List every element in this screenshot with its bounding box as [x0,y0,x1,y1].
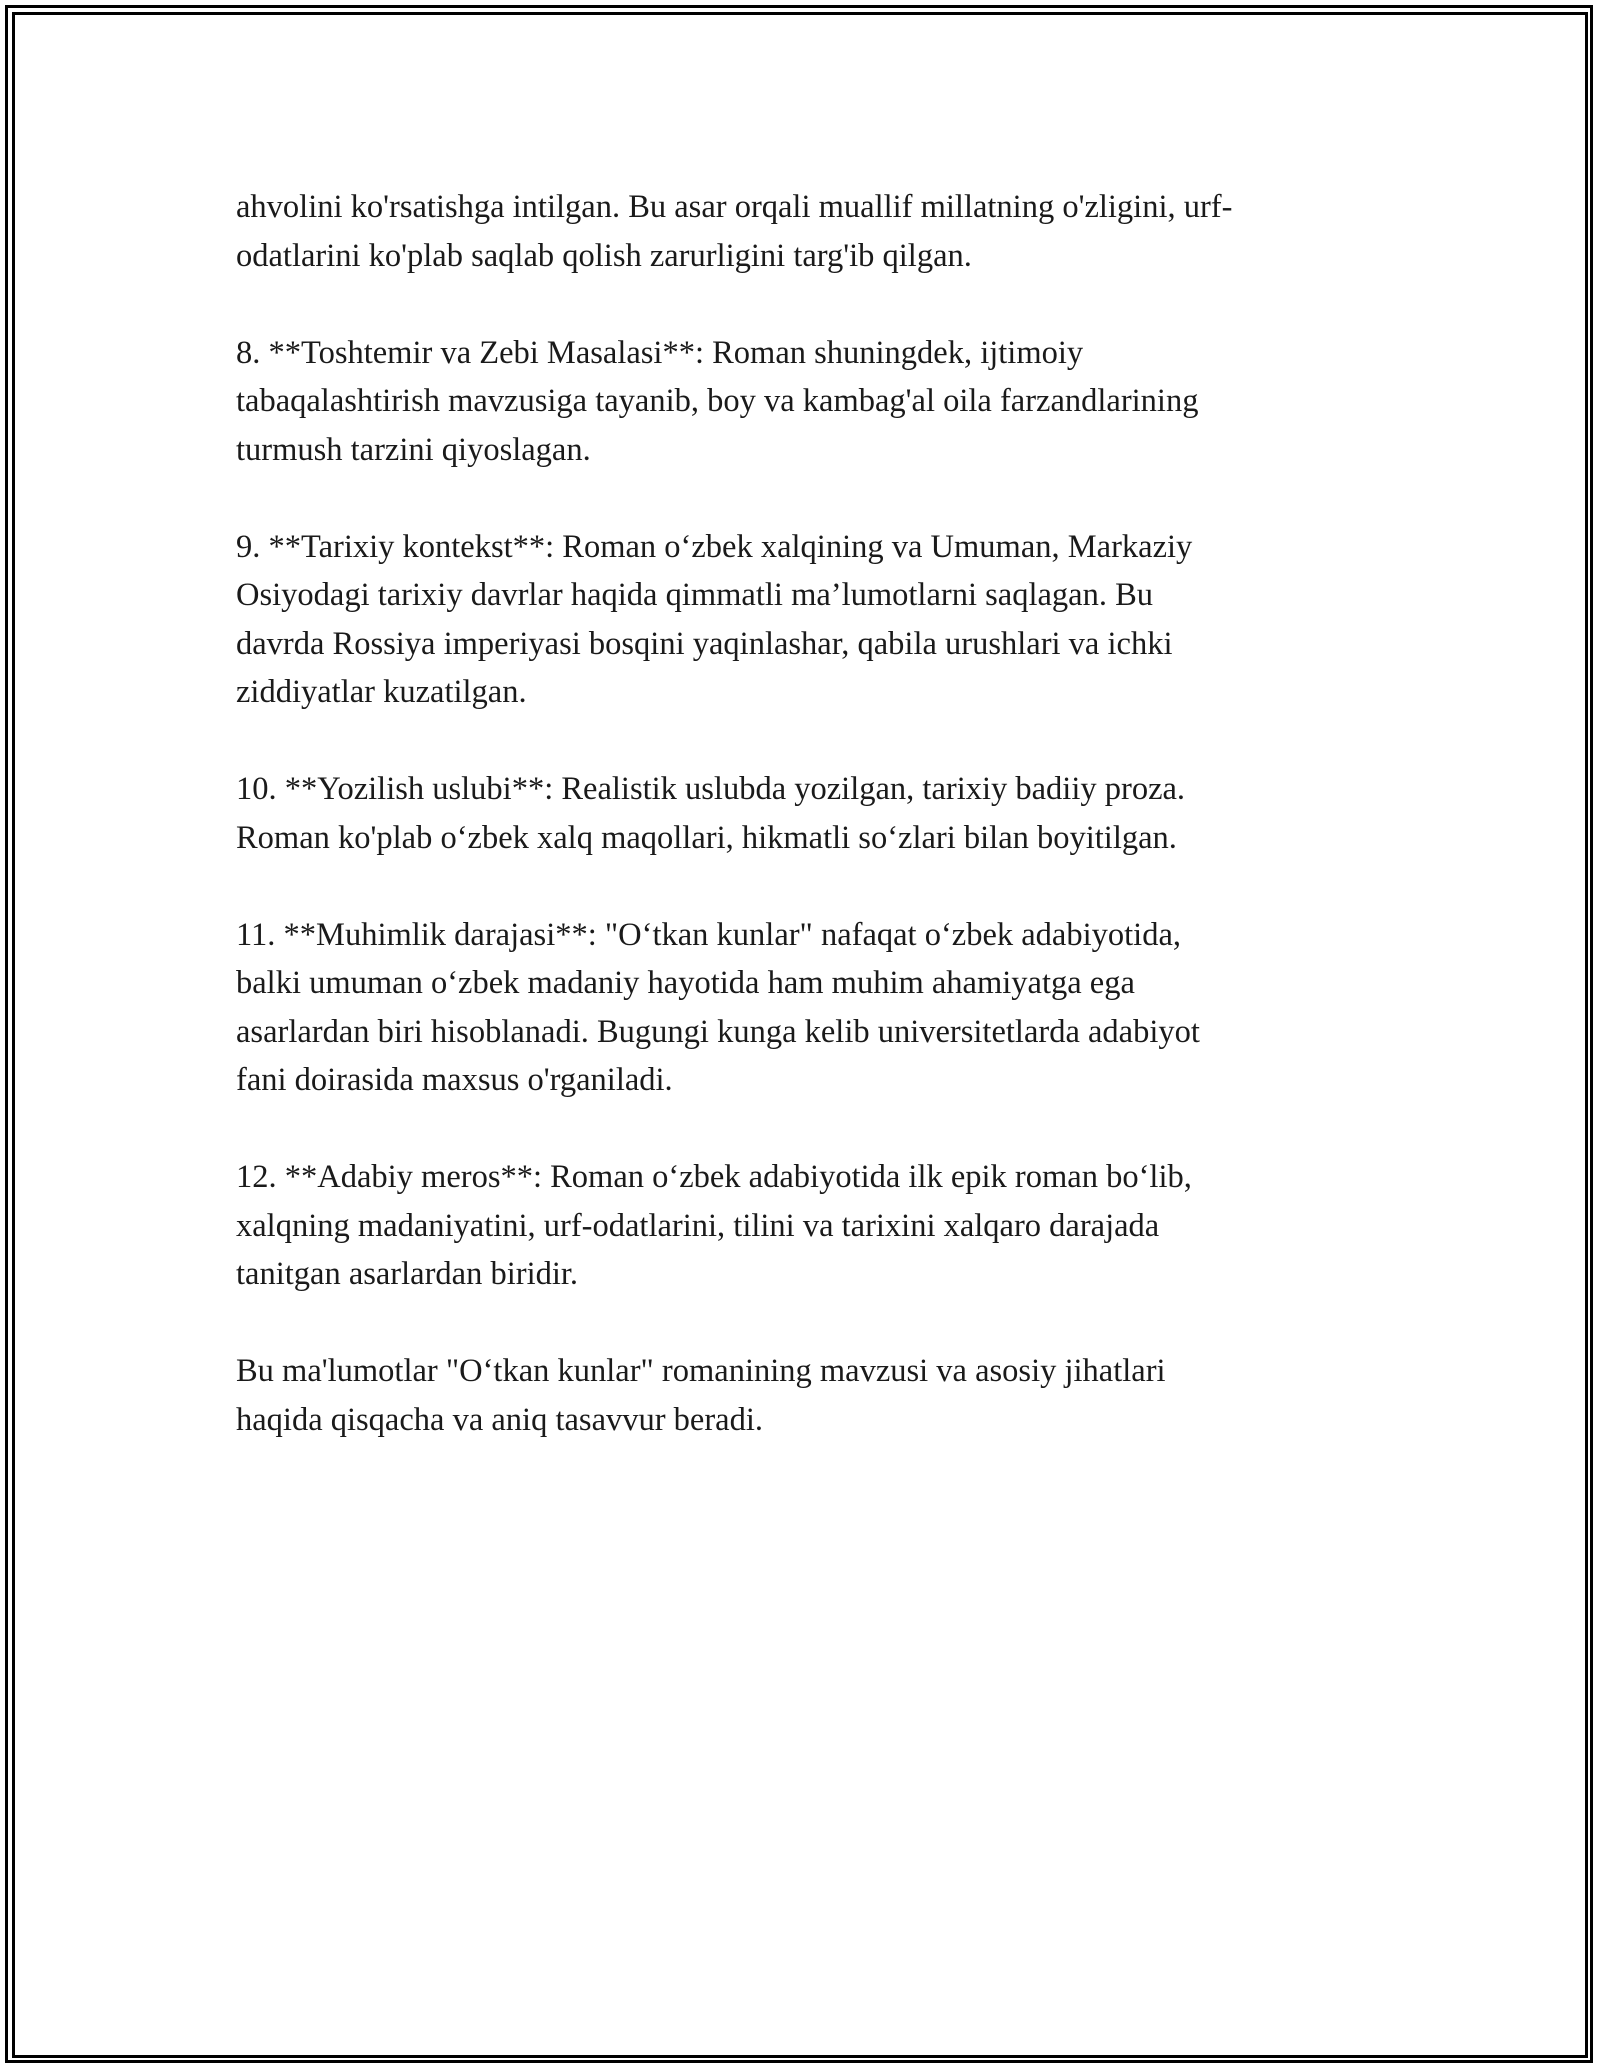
document-body [236,183,1376,1444]
paragraph-item-10: 10. **Yozilish uslubi**: Realistik uslubda yozilgan, tarixiy badiiy proza. Roman ko'plab o‘zbek xalq maqollari, hikmatli so‘zlari bilan boyitilgan. [236,771,1186,856]
paragraph-item-11: 11. **Muhimlik darajasi**: "O‘tkan kunlar" nafaqat o‘zbek adabiyotida, balki umuman o‘zbek madaniy hayotida ham muhim ahamiyatga ega asarlardan biri hisoblanadi. Bugungi kunga kelib universitetlarda adabiyot fani doirasida maxsus o'rganiladi. [236,916,1200,1098]
paragraph-item-9: 9. **Tarixiy kontekst**: Roman o‘zbek xalqining va Umuman, Markaziy Osiyodagi tarixiy davrlar haqida qimmatli ma’lumotlarni saqlagan. Bu davrda Rossiya imperiyasi bosqini yaqinlashar, qabila urushlari va ichki ziddiyatlar kuzatilgan. [236,528,1193,710]
paragraph-item-12: 12. **Adabiy meros**: Roman o‘zbek adabiyotida ilk epik roman bo‘lib, xalqning madaniyatini, urf-odatlarini, tilini va tarixini xalqaro darajada tanitgan asarlardan biridir. [236,1159,1192,1292]
paragraph-conclusion: Bu ma'lumotlar "O‘tkan kunlar" romanining mavzusi va asosiy jihatlari haqida qisqacha va aniq tasavvur beradi. [236,1353,1166,1438]
paragraph-intro-continuation: ahvolini ko'rsatishga intilgan. Bu asar orqali muallif millatning o'zligini, urf- odatlarini ko'plab saqlab qolish zarurligini targ'ib qilgan. [236,189,1233,274]
paragraph-item-8: 8. **Toshtemir va Zebi Masalasi**: Roman shuningdek, ijtimoiy tabaqalashtirish mavzusiga tayanib, boy va kambag'al oila farzandlarining turmush tarzini qiyoslagan. [236,334,1199,468]
